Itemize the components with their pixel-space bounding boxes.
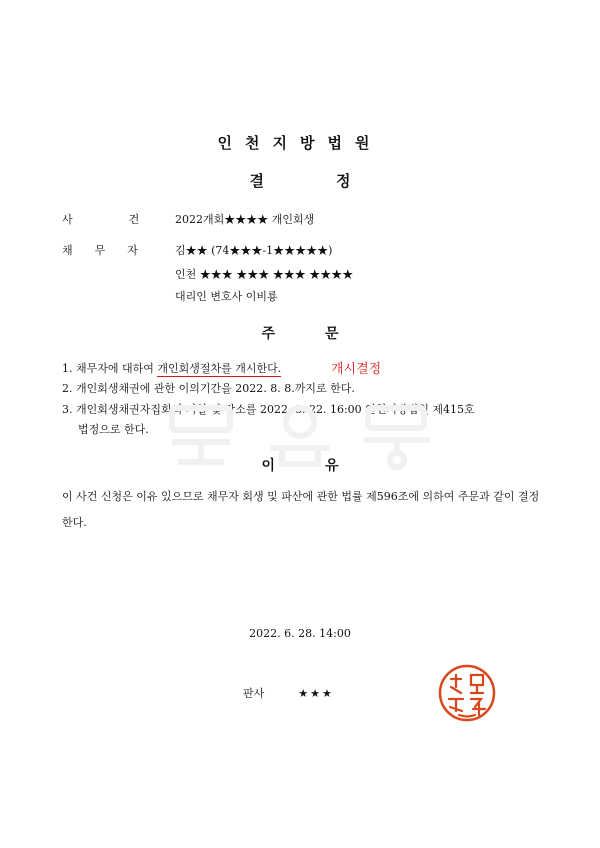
court-seal-stamp	[437, 663, 497, 723]
reason-heading	[0, 455, 600, 475]
order-item-1-underlined: 개인회생절차를 개시한다.	[157, 362, 282, 375]
case-value: 2022개회★★★★ 개인회생	[175, 213, 315, 226]
reason-heading-left: 이	[261, 458, 275, 474]
order-item-3-num: 3.	[62, 403, 73, 416]
debtor-name: 김★★ (74★★★-1★★★★★)	[175, 244, 333, 257]
order-heading	[0, 323, 600, 343]
reason-text: 이 사건 신청은 이유 있으므로 채무자 회생 및 파산에 관한 법률 제596조에 의하여 주문과 같이 결정한다.	[62, 490, 540, 529]
decision-date: 2022. 6. 28. 14:00	[249, 627, 351, 640]
annotation-open-decision: 개시결정	[331, 362, 382, 377]
debtor-label	[62, 242, 160, 258]
order-heading-right: 문	[325, 326, 339, 342]
order-item-3-continuation: 법정으로 한다.	[78, 423, 149, 436]
judge-name: ★★★	[298, 687, 334, 700]
order-item-3-text: 개인회생채권자집회의 기일 및 장소를 2022. 8. 22. 16:00 인천지방법원 제415호	[76, 403, 475, 416]
order-item-2-text: 개인회생채권에 관한 이의기간을 2022. 8. 8.까지로 한다.	[76, 382, 355, 395]
order-item-2-num: 2.	[62, 382, 73, 395]
title-char-left: 결	[249, 172, 264, 190]
case-label-text: 사건	[62, 213, 196, 226]
order-item-1	[62, 360, 281, 376]
order-heading-left: 주	[261, 326, 275, 342]
judge-line	[243, 685, 334, 701]
title-char-right: 정	[336, 172, 351, 190]
debtor-label-text: 채무자	[62, 244, 160, 257]
judge-label: 판사	[243, 687, 265, 700]
court-name: 인천지방법원	[217, 134, 383, 152]
reason-heading-right: 유	[325, 458, 339, 474]
order-item-1-before: 채무자에 대하여	[76, 362, 158, 375]
document-title	[0, 170, 600, 191]
debtor-address: 인천 ★★★ ★★★ ★★★ ★★★★	[175, 268, 354, 281]
debtor-agent: 대리인 변호사 이비룡	[175, 290, 278, 303]
order-item-1-num: 1.	[62, 362, 73, 375]
order-item-2	[62, 380, 355, 396]
